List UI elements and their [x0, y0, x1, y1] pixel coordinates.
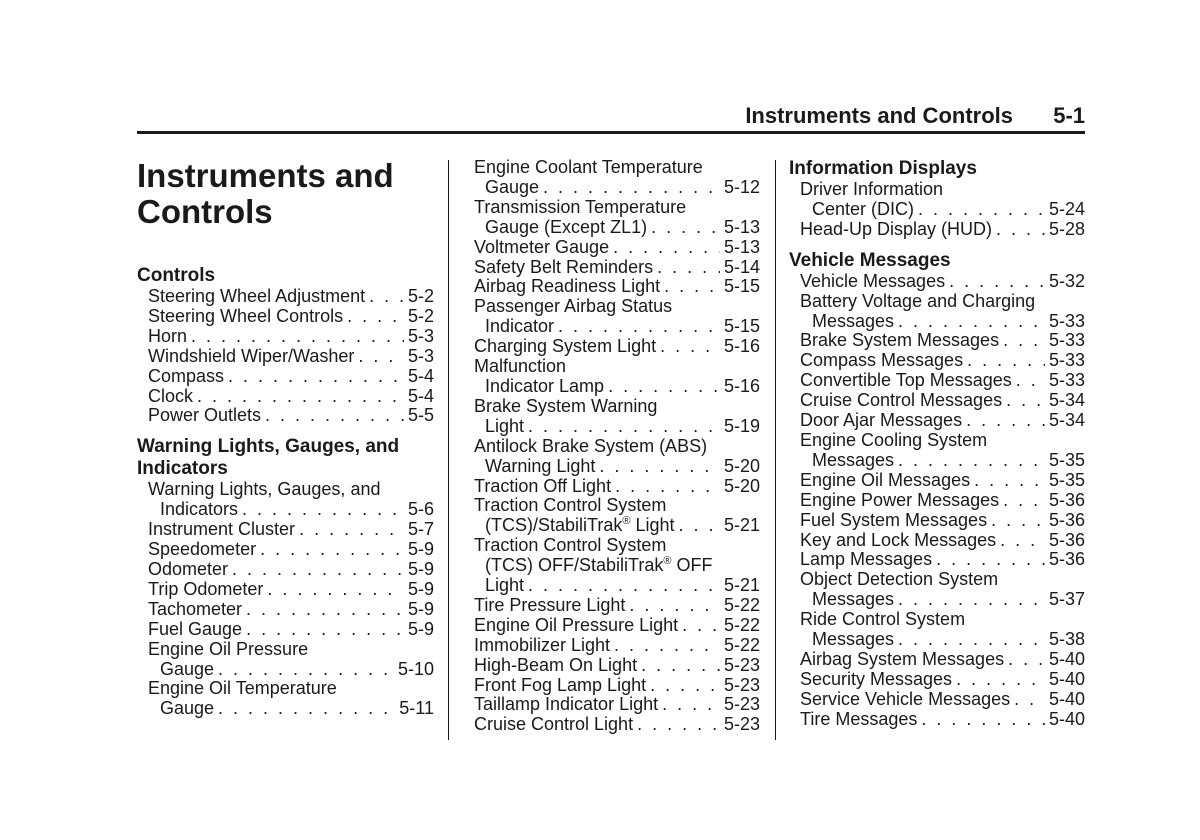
toc-entry[interactable]: Lamp Messages . . . 5-36 — [789, 550, 1085, 570]
toc-entry[interactable]: Engine Oil Temperature Gauge . . . 5-11 — [137, 679, 434, 719]
chapter-title: Instruments and Controls — [137, 157, 394, 230]
header-title: Instruments and Controls — [745, 103, 1013, 128]
toc-entry[interactable]: Brake System Messages . . . 5-33 — [789, 331, 1085, 351]
toc-entry[interactable]: Cruise Control Light . . . 5-23 — [474, 715, 760, 735]
section-heading-controls: Controls — [137, 265, 216, 286]
toc-entry[interactable]: Fuel Gauge . . . 5-9 — [137, 620, 434, 640]
toc-entry[interactable]: Power Outlets . . . 5-5 — [137, 406, 434, 426]
toc-entry[interactable]: Odometer . . . 5-9 — [137, 560, 434, 580]
toc-entry[interactable]: Engine Cooling System Messages . . . 5-35 — [789, 431, 1085, 471]
section-heading-vehicle-messages: Vehicle Messages — [789, 249, 951, 271]
toc-entry[interactable]: Door Ajar Messages . . . 5-34 — [789, 411, 1085, 431]
toc-entry[interactable]: Trip Odometer . . . 5-9 — [137, 580, 434, 600]
toc-entry[interactable]: Warning Lights, Gauges, and Indicators . . . 5-6 — [137, 480, 434, 520]
toc-entry[interactable]: Instrument Cluster . . . 5-7 — [137, 520, 434, 540]
toc-entry[interactable]: Immobilizer Light . . . 5-22 — [474, 636, 760, 656]
toc-entry[interactable]: Airbag System Messages . . . 5-40 — [789, 650, 1085, 670]
toc-entry[interactable]: Tire Pressure Light . . . 5-22 — [474, 596, 760, 616]
toc-entry[interactable]: Vehicle Messages . . . 5-32 — [789, 272, 1085, 292]
toc-entry[interactable]: Compass . . . 5-4 — [137, 367, 434, 387]
toc-column-2 — [474, 158, 760, 735]
toc-column-1 — [137, 158, 434, 719]
toc-entry[interactable]: Security Messages . . . 5-40 — [789, 670, 1085, 690]
toc-column-3 — [789, 158, 1085, 730]
toc-entry[interactable]: Engine Coolant Temperature Gauge . . . 5-12 — [474, 158, 760, 198]
toc-entry[interactable]: Tire Messages . . . 5-40 — [789, 710, 1085, 730]
toc-entry[interactable]: Speedometer . . . 5-9 — [137, 540, 434, 560]
toc-entry[interactable]: Head-Up Display (HUD) . . . 5-28 — [789, 220, 1085, 240]
toc-entry[interactable]: Steering Wheel Controls . . . 5-2 — [137, 307, 434, 327]
header-page-number: 5-1 — [1053, 103, 1085, 128]
toc-entry[interactable]: Steering Wheel Adjustment . . . 5-2 — [137, 287, 434, 307]
toc-entry[interactable]: Horn . . . 5-3 — [137, 327, 434, 347]
toc-entry[interactable]: Transmission Temperature Gauge (Except ZL1) . . . 5-13 — [474, 198, 760, 238]
toc-entry[interactable]: Taillamp Indicator Light . . . 5-23 — [474, 695, 760, 715]
toc-entry[interactable]: Object Detection System Messages . . . 5-37 — [789, 570, 1085, 610]
running-header — [137, 101, 1085, 134]
toc-entry[interactable]: Engine Oil Pressure Gauge . . . 5-10 — [137, 640, 434, 680]
column-divider — [448, 160, 449, 740]
toc-entry[interactable]: Service Vehicle Messages . . . 5-40 — [789, 690, 1085, 710]
toc-entry[interactable]: Traction Off Light . . . 5-20 — [474, 477, 760, 497]
toc-entry[interactable]: Cruise Control Messages . . . 5-34 — [789, 391, 1085, 411]
toc-entry[interactable]: Voltmeter Gauge . . . 5-13 — [474, 238, 760, 258]
toc-entry[interactable]: Battery Voltage and Charging Messages . . . 5-33 — [789, 292, 1085, 332]
toc-entry[interactable]: Ride Control System Messages . . . 5-38 — [789, 610, 1085, 650]
toc-entry[interactable]: Tachometer . . . 5-9 — [137, 600, 434, 620]
toc-entry[interactable]: Driver Information Center (DIC) . . . 5-24 — [789, 180, 1085, 220]
toc-entry[interactable]: Engine Power Messages . . . 5-36 — [789, 491, 1085, 511]
toc-entry[interactable]: Key and Lock Messages . . . 5-36 — [789, 531, 1085, 551]
toc-entry[interactable]: Clock . . . 5-4 — [137, 387, 434, 407]
toc-entry[interactable]: Engine Oil Messages . . . 5-35 — [789, 471, 1085, 491]
section-heading-information-displays: Information Displays — [789, 158, 977, 179]
toc-entry[interactable]: Convertible Top Messages . . . 5-33 — [789, 371, 1085, 391]
toc-entry[interactable]: Safety Belt Reminders . . . 5-14 — [474, 258, 760, 278]
toc-entry[interactable]: Traction Control System (TCS) OFF/StabiliTrak® OFF Light . . . 5-21 — [474, 536, 760, 596]
column-divider — [775, 160, 776, 740]
toc-entry[interactable]: Front Fog Lamp Light . . . 5-23 — [474, 676, 760, 696]
toc-entry[interactable]: Engine Oil Pressure Light . . . 5-22 — [474, 616, 760, 636]
toc-entry[interactable]: Passenger Airbag Status Indicator . . . 5-15 — [474, 297, 760, 337]
toc-entry[interactable]: Charging System Light . . . 5-16 — [474, 337, 760, 357]
toc-entry[interactable]: Compass Messages . . . 5-33 — [789, 351, 1085, 371]
section-heading-warning-lights: Warning Lights, Gauges, and Indicators — [137, 436, 400, 480]
toc-entry[interactable]: Airbag Readiness Light . . . 5-15 — [474, 277, 760, 297]
toc-entry[interactable]: Traction Control System (TCS)/StabiliTrak® Light . . . 5-21 — [474, 496, 760, 536]
toc-entry[interactable]: Antilock Brake System (ABS) Warning Light . . . 5-20 — [474, 437, 760, 477]
toc-entry[interactable]: Brake System Warning Light . . . 5-19 — [474, 397, 760, 437]
toc-entry[interactable]: Fuel System Messages . . . 5-36 — [789, 511, 1085, 531]
toc-entry[interactable]: High-Beam On Light . . . 5-23 — [474, 656, 760, 676]
toc-entry[interactable]: Windshield Wiper/Washer . . . 5-3 — [137, 347, 434, 367]
toc-entry[interactable]: Malfunction Indicator Lamp . . . 5-16 — [474, 357, 760, 397]
